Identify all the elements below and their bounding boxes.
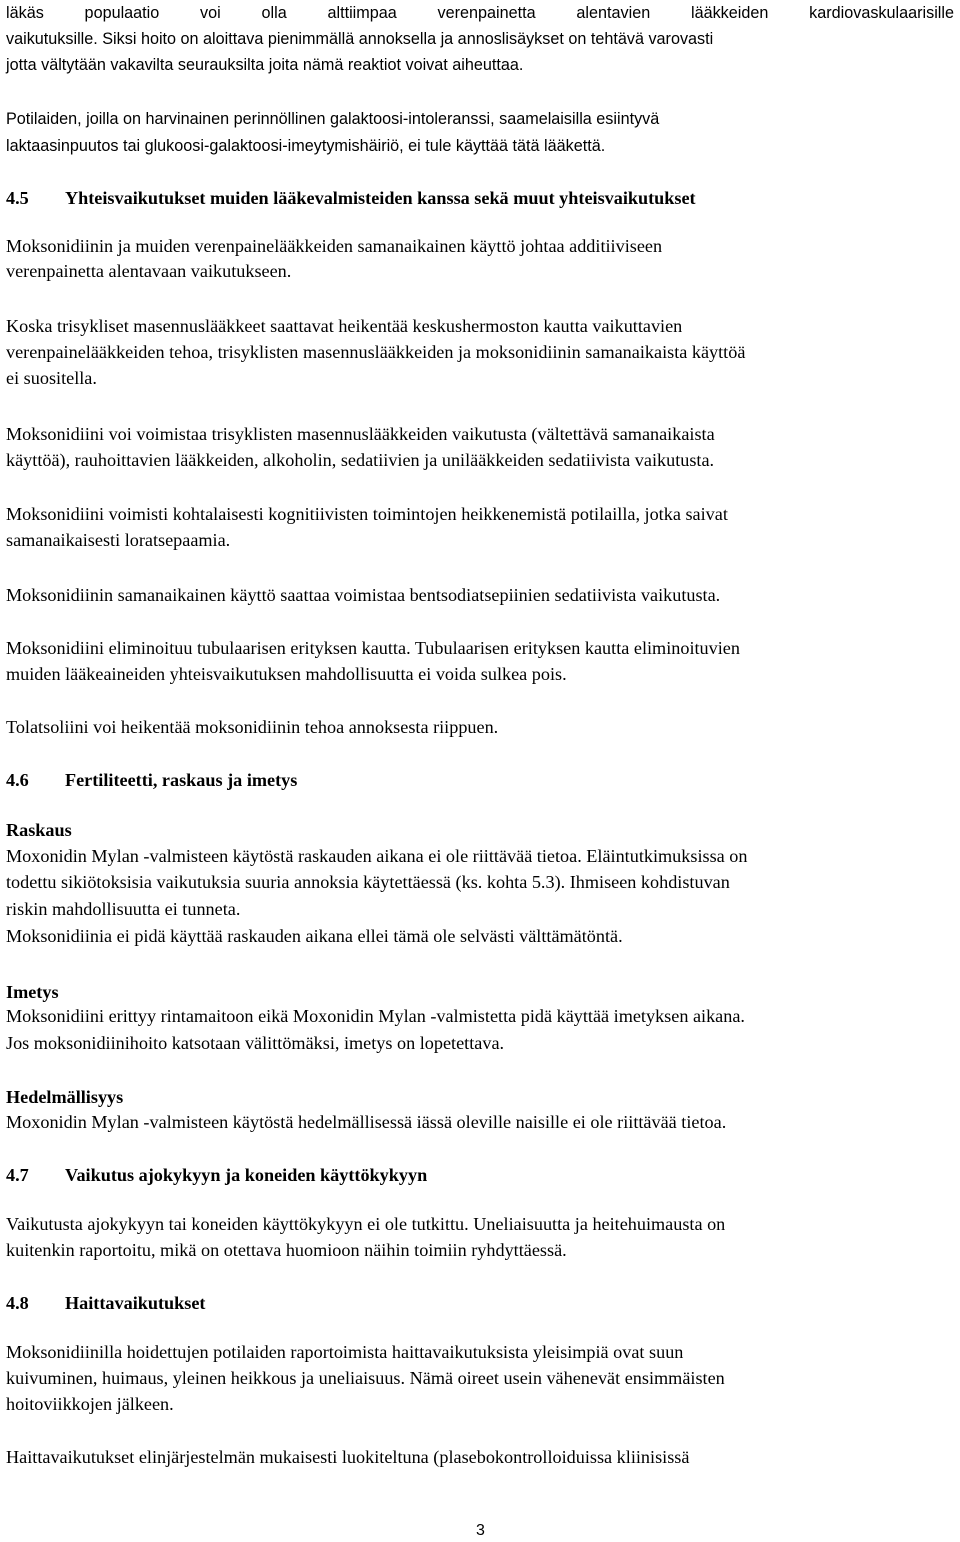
paragraph-line: hoitoviikkojen jälkeen. bbox=[6, 1394, 174, 1414]
paragraph-line: käyttöä), rauhoittavien lääkkeiden, alkoholin, sedatiivien ja unilääkkeiden sedatiivista vaikutusta. bbox=[6, 450, 715, 470]
section-title: Haittavaikutukset bbox=[65, 1293, 206, 1313]
page-number: 3 bbox=[476, 1522, 485, 1539]
paragraph-line: ei suositella. bbox=[6, 368, 97, 388]
paragraph-line: Moksonidiinin samanaikainen käyttö saattaa voimistaa bentsodiatsepiinien sedatiivista vaikutusta. bbox=[6, 585, 721, 605]
section-title: Yhteisvaikutukset muiden lääkevalmisteiden kanssa sekä muut yhteisvaikutukset bbox=[65, 188, 696, 208]
section-title: Vaikutus ajokykyyn ja koneiden käyttökykyyn bbox=[65, 1165, 428, 1185]
galactose-line: Potilaiden, joilla on harvinainen perinnöllinen galaktoosi-intoleranssi, saamelaisilla esiintyvä bbox=[6, 110, 660, 128]
paragraph-line: riskin mahdollisuutta ei tunneta. bbox=[6, 899, 241, 919]
paragraph-line: Koska trisykliset masennuslääkkeet saattavat heikentää keskushermoston kautta vaikuttavien bbox=[6, 316, 683, 336]
section-number: 4.6 bbox=[6, 770, 29, 790]
paragraph-line: Moxonidin Mylan -valmisteen käytöstä raskauden aikana ei ole riittävää tietoa. Eläintutkimuksissa on bbox=[6, 846, 748, 866]
paragraph-line: Moksonidiini voi voimistaa trisyklisten masennuslääkkeiden vaikutusta (vältettävä samanaikaista bbox=[6, 424, 715, 444]
paragraph-line: Moksonidiinia ei pidä käyttää raskauden aikana ellei tämä ole selvästi välttämätöntä. bbox=[6, 926, 623, 946]
paragraph-line: verenpainelääkkeiden tehoa, trisyklisten masennuslääkkeiden ja moksonidiinin samanaikaista käyttöä bbox=[6, 342, 746, 362]
paragraph-line: Moxonidin Mylan -valmisteen käytöstä hedelmällisessä iässä oleville naisille ei ole riittävää tietoa. bbox=[6, 1112, 727, 1132]
paragraph-line: Moksonidiinilla hoidettujen potilaiden raportoimista haittavaikutuksista yleisimpiä ovat suun bbox=[6, 1342, 684, 1362]
paragraph-line: Jos moksonidiinihoito katsotaan välittömäksi, imetys on lopetettava. bbox=[6, 1033, 505, 1053]
paragraph-line: Moksonidiini voimisti kohtalaisesti kognitiivisten toimintojen heikkenemistä potilailla, jotka saivat bbox=[6, 504, 728, 524]
paragraph-line: Moksonidiini erittyy rintamaitoon eikä Moxonidin Mylan -valmistetta pidä käyttää imetyksen aikana. bbox=[6, 1006, 745, 1026]
paragraph-line: todettu sikiötoksisia vaikutuksia suuria annoksia käytettäessä (ks. kohta 5.3). Ihmiseen kohdistuvan bbox=[6, 872, 730, 892]
paragraph-line: Vaikutusta ajokykyyn tai koneiden käyttökykyyn ei ole tutkittu. Uneliaisuutta ja heitehuimausta on bbox=[6, 1214, 726, 1234]
section-heading-4-5 bbox=[6, 187, 696, 209]
subheading-raskaus: Raskaus bbox=[6, 820, 72, 840]
section-number: 4.8 bbox=[6, 1293, 29, 1313]
section-number: 4.7 bbox=[6, 1165, 29, 1185]
section-heading-4-6 bbox=[6, 769, 297, 791]
paragraph-line: muiden lääkeaineiden yhteisvaikutuksen mahdollisuutta ei voida sulkea pois. bbox=[6, 664, 567, 684]
intro-line: läkäs populaatio voi olla alttiimpaa verenpainetta alentavien lääkkeiden kardiovaskulaarisille bbox=[6, 4, 954, 22]
paragraph-line: kuitenkin raportoitu, mikä on otettava huomioon näihin toimiin ryhdyttäessä. bbox=[6, 1240, 567, 1260]
paragraph-line: verenpainetta alentavaan vaikutukseen. bbox=[6, 261, 292, 281]
intro-line: jotta vältytään vakavilta seurauksilta joita nämä reaktiot voivat aiheuttaa. bbox=[6, 56, 524, 74]
paragraph-line: Moksonidiinin ja muiden verenpainelääkkeiden samanaikainen käyttö johtaa additiiviseen bbox=[6, 236, 663, 256]
subheading-hedelmallisyys: Hedelmällisyys bbox=[6, 1087, 124, 1107]
paragraph-line: samanaikaisesti loratsepaamia. bbox=[6, 530, 231, 550]
intro-line: vaikutuksille. Siksi hoito on aloittava pienimmällä annoksella ja annoslisäykset on tehtävä varovasti bbox=[6, 30, 714, 48]
section-title: Fertiliteetti, raskaus ja imetys bbox=[65, 770, 298, 790]
paragraph-line: Tolatsoliini voi heikentää moksonidiinin tehoa annoksesta riippuen. bbox=[6, 717, 499, 737]
paragraph-line: kuivuminen, huimaus, yleinen heikkous ja uneliaisuus. Nämä oireet usein vähenevät ensimmäisten bbox=[6, 1368, 725, 1388]
subheading-imetys: Imetys bbox=[6, 982, 59, 1002]
galactose-line: laktaasinpuutos tai glukoosi-galaktoosi-imeytymishäiriö, ei tule käyttää tätä lääkettä. bbox=[6, 137, 606, 155]
section-heading-4-8 bbox=[6, 1292, 205, 1314]
paragraph-line: Moksonidiini eliminoituu tubulaarisen erityksen kautta. Tubulaarisen erityksen kautta eliminoituvien bbox=[6, 638, 740, 658]
section-number: 4.5 bbox=[6, 188, 29, 208]
paragraph-line: Haittavaikutukset elinjärjestelmän mukaisesti luokiteltuna (plasebokontrolloiduissa kliinisissä bbox=[6, 1447, 690, 1467]
section-heading-4-7 bbox=[6, 1164, 427, 1186]
